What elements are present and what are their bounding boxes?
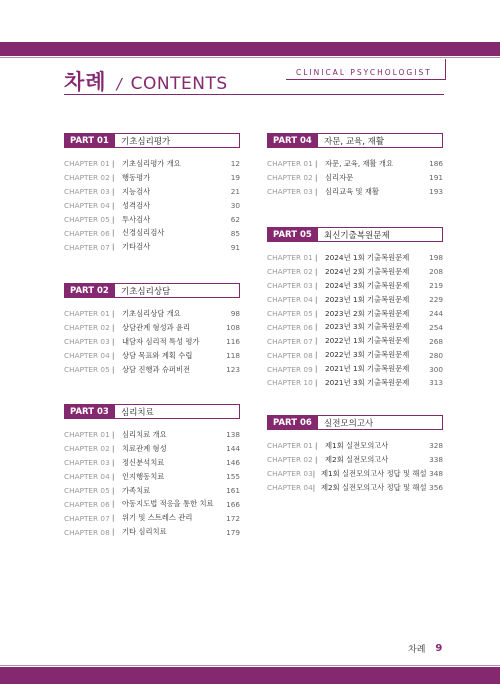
part-number: PART 05 xyxy=(268,228,318,241)
chapter-label: CHAPTER 05 xyxy=(267,309,313,318)
separator: | xyxy=(112,337,115,346)
title-korean: 차례 xyxy=(64,70,107,94)
part-title: 기초심리평가 xyxy=(121,136,171,147)
chapter-label: CHAPTER 10 xyxy=(267,378,313,388)
bottom-color-band xyxy=(0,667,500,684)
chapter-title: 제2회 실전모의고사 xyxy=(325,454,389,464)
chapter-row[interactable] xyxy=(267,279,443,293)
part-header[interactable] xyxy=(64,404,240,419)
chapter-title: 2024년 2회 기출복원문제 xyxy=(325,266,410,276)
separator: | xyxy=(112,430,115,439)
separator: | xyxy=(112,528,115,537)
chapter-row[interactable] xyxy=(267,293,443,307)
chapter-page: 179 xyxy=(226,527,240,537)
chapter-title: 인지행동치료 xyxy=(122,471,165,481)
separator: | xyxy=(112,514,115,523)
chapter-label: CHAPTER 03 xyxy=(267,281,313,291)
separator: | xyxy=(315,267,318,276)
chapter-row[interactable] xyxy=(64,442,240,456)
chapter-title: 2023년 1회 기출복원문제 xyxy=(325,294,410,304)
chapter-page: 138 xyxy=(226,430,240,440)
chapter-page: 144 xyxy=(226,444,240,454)
chapter-label: CHAPTER 07 xyxy=(64,242,110,252)
separator: | xyxy=(112,159,115,168)
separator: | xyxy=(315,187,318,196)
part-number: PART 01 xyxy=(65,134,115,147)
separator: | xyxy=(315,378,318,387)
chapter-title: 2024년 1회 기출복원문제 xyxy=(325,252,410,262)
chapter-title: 자문, 교육, 재활 개요 xyxy=(325,158,393,168)
part-04-section xyxy=(267,133,443,199)
chapter-label: CHAPTER 05 xyxy=(64,365,110,374)
chapter-label: CHAPTER 04 xyxy=(267,483,313,493)
part-number: PART 02 xyxy=(65,284,115,297)
chapter-page: 338 xyxy=(429,455,443,465)
part-title: 최신기출복원문제 xyxy=(324,230,390,241)
chapter-page: 186 xyxy=(429,159,443,169)
chapter-title: 심리교육 및 재활 xyxy=(325,186,379,196)
chapter-title: 가족치료 xyxy=(122,485,151,495)
chapter-page: 108 xyxy=(226,323,240,333)
chapter-label: CHAPTER 07 xyxy=(64,513,110,523)
chapter-title: 위기 및 스트레스 관리 xyxy=(122,513,193,523)
chapter-label: CHAPTER 04 xyxy=(64,472,110,482)
chapter-row[interactable] xyxy=(64,307,240,321)
chapter-page: 348 xyxy=(429,469,443,479)
chapter-title: 기초심리평가 개요 xyxy=(122,158,181,168)
chapter-row[interactable] xyxy=(64,185,240,199)
separator: | xyxy=(315,455,318,464)
chapter-title: 기초심리상담 개요 xyxy=(122,308,181,318)
chapter-page: 313 xyxy=(429,378,443,388)
part-number: PART 04 xyxy=(268,134,318,147)
chapter-title: 제1회 실전모의고사 xyxy=(325,440,389,450)
separator: | xyxy=(312,469,316,478)
series-name: CLINICAL PSYCHOLOGIST xyxy=(296,68,432,77)
page-number: 9 xyxy=(435,643,443,654)
bottom-divider xyxy=(0,665,500,666)
separator: | xyxy=(112,215,115,224)
part-header[interactable] xyxy=(267,133,443,148)
chapter-row[interactable] xyxy=(267,376,443,390)
chapter-page: 118 xyxy=(226,351,240,361)
chapter-row[interactable] xyxy=(64,349,240,363)
separator: | xyxy=(315,441,318,450)
title-english: CONTENTS xyxy=(130,74,228,94)
part-05-section xyxy=(267,227,443,390)
chapter-page: 21 xyxy=(230,187,240,197)
chapter-page: 98 xyxy=(230,309,240,319)
chapter-title: 치료관계 형성 xyxy=(122,443,167,453)
chapter-row[interactable] xyxy=(64,497,240,511)
page-title xyxy=(64,66,228,96)
part-title: 기초심리상담 xyxy=(121,286,171,297)
chapter-page: 300 xyxy=(429,364,443,374)
chapter-label: CHAPTER 08 xyxy=(64,527,110,537)
chapter-label: CHAPTER 03 xyxy=(64,337,110,347)
chapter-label: CHAPTER 01 xyxy=(64,430,110,440)
chapter-label: CHAPTER 02 xyxy=(64,323,110,333)
chapter-page: 30 xyxy=(230,201,240,211)
chapter-page: 123 xyxy=(226,365,240,374)
chapter-title: 행동평가 xyxy=(122,172,151,182)
separator: | xyxy=(112,229,115,238)
part-03-section xyxy=(64,404,240,539)
part-number: PART 03 xyxy=(65,405,115,418)
part-01-section xyxy=(64,133,240,254)
part-header[interactable] xyxy=(267,227,443,242)
chapter-label: CHAPTER 03 xyxy=(64,458,110,468)
chapter-page: 254 xyxy=(429,322,443,332)
chapter-label: CHAPTER 03 xyxy=(64,187,110,197)
chapter-title: 상담관계 형성과 윤리 xyxy=(122,322,191,332)
chapter-row[interactable] xyxy=(64,363,240,377)
part-header[interactable] xyxy=(64,283,240,298)
chapter-label: CHAPTER 01 xyxy=(267,253,313,263)
chapter-title: 기타검사 xyxy=(122,242,151,252)
chapter-row[interactable] xyxy=(64,525,240,539)
chapter-title: 상담 진행과 슈퍼비전 xyxy=(122,364,191,374)
chapter-title: 2024년 3회 기출복원문제 xyxy=(325,280,410,290)
part-number: PART 06 xyxy=(268,416,318,429)
chapter-page: 280 xyxy=(429,350,443,360)
chapter-page: 116 xyxy=(226,337,240,347)
chapter-label: CHAPTER 06 xyxy=(267,322,313,332)
part-06-section xyxy=(267,415,443,495)
chapter-label: CHAPTER 06 xyxy=(64,228,110,238)
chapter-page: 268 xyxy=(429,336,443,346)
chapter-title: 2021년 3회 기출복원문제 xyxy=(325,377,410,387)
chapter-row[interactable] xyxy=(267,157,443,171)
chapter-title: 지능검사 xyxy=(122,186,151,196)
chapter-page: 198 xyxy=(429,253,443,263)
chapter-title: 상담 목표와 계획 수립 xyxy=(122,350,193,360)
chapter-row[interactable] xyxy=(267,307,443,321)
chapter-label: CHAPTER 02 xyxy=(64,444,110,454)
separator: | xyxy=(112,365,115,374)
chapter-page: 229 xyxy=(429,295,443,305)
separator: | xyxy=(315,323,318,332)
footer-label: 차례 xyxy=(408,645,426,655)
chapter-row[interactable] xyxy=(64,157,240,171)
chapter-title: 성격검사 xyxy=(122,200,151,210)
separator: | xyxy=(315,337,318,346)
title-slash: / xyxy=(116,75,122,93)
chapter-page: 244 xyxy=(429,309,443,318)
header-rule xyxy=(64,94,444,95)
chapter-row[interactable] xyxy=(267,265,443,279)
separator: | xyxy=(112,187,115,196)
chapter-page: 219 xyxy=(429,281,443,291)
part-title: 실전모의고사 xyxy=(324,418,374,429)
chapter-title: 제1회 실전모의고사 정답 및 해설 xyxy=(320,468,427,478)
separator: | xyxy=(112,444,115,453)
chapter-label: CHAPTER 06 xyxy=(64,499,110,509)
chapter-page: 91 xyxy=(230,242,240,252)
chapter-label: CHAPTER 01 xyxy=(267,159,313,169)
chapter-row[interactable] xyxy=(64,226,240,240)
separator: | xyxy=(112,243,115,252)
chapter-title: 투사검사 xyxy=(122,214,151,224)
chapter-title: 심리치료 개요 xyxy=(122,429,167,439)
chapter-page: 146 xyxy=(226,458,240,468)
part-title: 자문, 교육, 재활 xyxy=(324,136,385,147)
separator: | xyxy=(315,173,318,182)
chapter-page: 166 xyxy=(226,499,240,509)
chapter-title: 2023년 2회 기출복원문제 xyxy=(325,308,410,318)
separator: | xyxy=(112,486,115,495)
chapter-title: 2021년 1회 기출복원문제 xyxy=(325,364,410,374)
chapter-row[interactable] xyxy=(64,335,240,349)
chapter-label: CHAPTER 04 xyxy=(64,351,110,361)
chapter-page: 161 xyxy=(226,486,240,495)
chapter-row[interactable] xyxy=(267,362,443,376)
chapter-row[interactable] xyxy=(267,439,443,453)
chapter-title: 정신분석치료 xyxy=(122,457,165,467)
chapter-title: 심리자문 xyxy=(325,172,354,182)
separator: | xyxy=(112,201,115,210)
chapter-label: CHAPTER 01 xyxy=(267,441,313,451)
part-title: 심리치료 xyxy=(121,407,154,418)
separator: | xyxy=(315,159,318,168)
chapter-label: CHAPTER 03 xyxy=(267,187,313,197)
chapter-row[interactable] xyxy=(64,484,240,498)
separator: | xyxy=(315,309,318,318)
separator: | xyxy=(315,351,318,360)
chapter-row[interactable] xyxy=(267,334,443,348)
chapter-row[interactable] xyxy=(64,199,240,213)
chapter-row[interactable] xyxy=(64,428,240,442)
separator: | xyxy=(112,323,115,332)
chapter-label: CHAPTER 03 xyxy=(267,469,313,479)
separator: | xyxy=(112,500,115,509)
chapter-page: 193 xyxy=(429,187,443,197)
separator: | xyxy=(112,173,115,182)
separator: | xyxy=(112,309,115,318)
chapter-row[interactable] xyxy=(267,251,443,265)
chapter-row[interactable] xyxy=(64,171,240,185)
chapter-row[interactable] xyxy=(267,453,443,467)
chapter-title: 2022년 1회 기출복원문제 xyxy=(325,336,410,346)
part-02-section xyxy=(64,283,240,376)
top-divider xyxy=(0,57,500,58)
chapter-label: CHAPTER 04 xyxy=(64,201,110,211)
chapter-row[interactable] xyxy=(64,511,240,525)
chapter-row[interactable] xyxy=(267,171,443,185)
chapter-title: 기타 심리치료 xyxy=(122,527,167,537)
separator: | xyxy=(312,483,316,492)
part-header[interactable] xyxy=(64,133,240,148)
chapter-label: CHAPTER 05 xyxy=(64,215,110,224)
separator: | xyxy=(315,253,318,262)
chapter-page: 356 xyxy=(429,483,443,493)
chapter-row[interactable] xyxy=(64,213,240,227)
chapter-title: 2022년 3회 기출복원문제 xyxy=(325,350,410,360)
chapter-page: 328 xyxy=(429,441,443,451)
chapter-label: CHAPTER 02 xyxy=(267,267,313,277)
top-color-band xyxy=(0,42,500,56)
chapter-label: CHAPTER 08 xyxy=(267,350,313,360)
chapter-row[interactable] xyxy=(267,185,443,199)
chapter-page: 172 xyxy=(226,513,240,523)
chapter-row[interactable] xyxy=(64,470,240,484)
chapter-row[interactable] xyxy=(267,481,443,495)
chapter-label: CHAPTER 01 xyxy=(64,159,110,169)
separator: | xyxy=(315,365,318,374)
part-header[interactable] xyxy=(267,415,443,430)
chapter-row[interactable] xyxy=(267,320,443,334)
chapter-row[interactable] xyxy=(64,240,240,254)
chapter-title: 신경심리검사 xyxy=(122,228,165,238)
separator: | xyxy=(112,351,115,360)
separator: | xyxy=(315,295,318,304)
separator: | xyxy=(315,281,318,290)
chapter-page: 155 xyxy=(226,472,240,482)
chapter-row[interactable] xyxy=(267,348,443,362)
chapter-row[interactable] xyxy=(267,467,443,481)
chapter-title: 내담자 심리적 특성 평가 xyxy=(122,336,200,346)
chapter-row[interactable] xyxy=(64,456,240,470)
chapter-title: 2023년 3회 기출복원문제 xyxy=(325,322,410,332)
separator: | xyxy=(112,472,115,481)
chapter-row[interactable] xyxy=(64,321,240,335)
chapter-label: CHAPTER 02 xyxy=(64,173,110,183)
separator: | xyxy=(112,458,115,467)
chapter-title: 제2회 실전모의고사 정답 및 해설 xyxy=(320,482,427,492)
page-footer xyxy=(408,642,442,655)
chapter-page: 12 xyxy=(230,159,240,169)
chapter-label: CHAPTER 09 xyxy=(267,364,313,374)
chapter-page: 208 xyxy=(429,267,443,277)
chapter-label: CHAPTER 07 xyxy=(267,336,313,346)
chapter-label: CHAPTER 05 xyxy=(64,486,110,495)
chapter-label: CHAPTER 01 xyxy=(64,309,110,319)
chapter-page: 62 xyxy=(230,215,240,224)
chapter-page: 85 xyxy=(230,228,240,238)
chapter-label: CHAPTER 04 xyxy=(267,295,313,305)
chapter-label: CHAPTER 02 xyxy=(267,455,313,465)
chapter-page: 19 xyxy=(230,173,240,183)
chapter-page: 191 xyxy=(429,173,443,183)
chapter-label: CHAPTER 02 xyxy=(267,173,313,183)
chapter-title: 아동지도법 적응을 통한 치료 xyxy=(122,499,214,509)
